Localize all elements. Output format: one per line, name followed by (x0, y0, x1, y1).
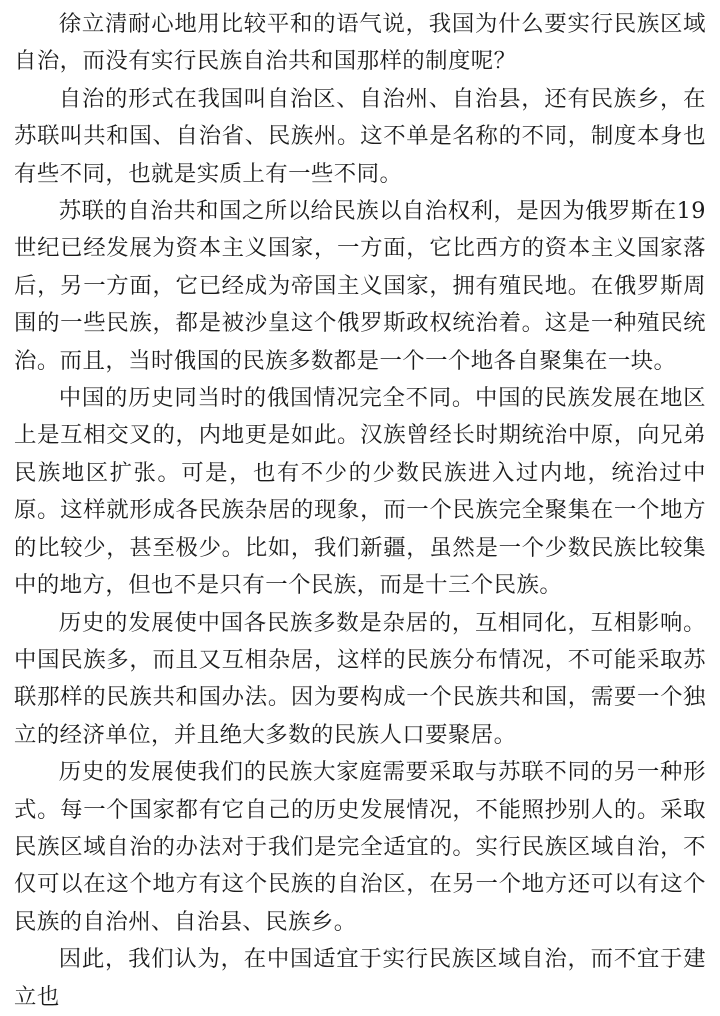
paragraph-4: 中国的历史同当时的俄国情况完全不同。中国的民族发展在地区上是互相交叉的，内地更是如此。汉族曾经长时期统治中原，向兄弟民族地区扩张。可是，也有不少的少数民族进入过内地，统治过中原。这样就形成各民族杂居的现象，而一个民族完全聚集在一个地方的比较少，甚至极少。比如，我们新疆，虽然是一个少数民族比较集中的地方，但也不是只有一个民族，而是十三个民族。 (14, 385, 706, 599)
paragraph-2: 自治的形式在我国叫自治区、自治州、自治县，还有民族乡，在苏联叫共和国、自治省、民族州。这不单是名称的不同，制度本身也有些不同，也就是实质上有一些不同。 (14, 85, 706, 187)
paragraph-5: 历史的发展使中国各民族多数是杂居的，互相同化，互相影响。中国民族多，而且又互相杂居，这样的民族分布情况，不可能采取苏联那样的民族共和国办法。因为要构成一个民族共和国，需要一个独立的经济单位，并且绝大多数的民族人口要聚居。 (14, 609, 706, 748)
paragraph-7: 因此，我们认为，在中国适宜于实行民族区域自治，而不宜于建立也 (14, 946, 706, 1010)
paragraph-3: 苏联的自治共和国之所以给民族以自治权利，是因为俄罗斯在19世纪已经发展为资本主义国家，一方面，它比西方的资本主义国家落后，另一方面，它已经成为帝国主义国家，拥有殖民地。在俄罗斯周围的一些民族，都是被沙皇这个俄罗斯政权统治着。这是一种殖民统治。而且，当时俄国的民族多数都是一个一个地各自聚集在一块。 (14, 198, 706, 374)
paragraph-1: 徐立清耐心地用比较平和的语气说，我国为什么要实行民族区域自治，而没有实行民族自治共和国那样的制度呢？ (14, 11, 706, 75)
paragraph-6: 历史的发展使我们的民族大家庭需要采取与苏联不同的另一种形式。每一个国家都有它自己的历史发展情况，不能照抄别人的。采取民族区域自治的办法对于我们是完全适宜的。实行民族区域自治，不仅可以在这个地方有这个民族的自治区，在另一个地方还可以有这个民族的自治州、自治县、民族乡。 (14, 759, 706, 935)
